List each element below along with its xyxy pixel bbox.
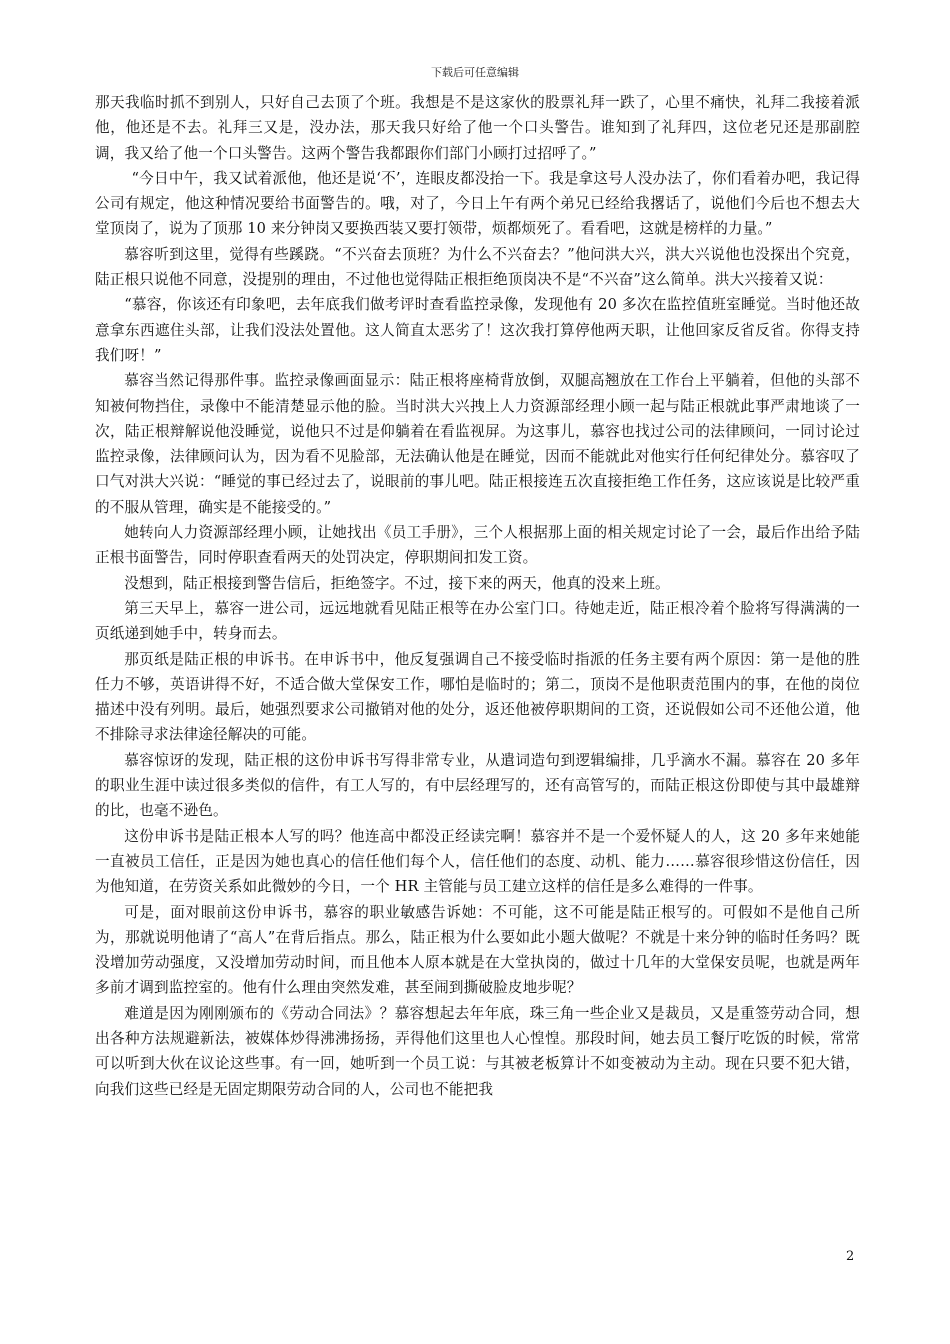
paragraph: 第三天早上，慕容一进公司，远远地就看见陆正根等在办公室门口。待她走近，陆正根冷着个脸将写得满满的一页纸递到她手中，转身而去。 [95,599,860,643]
paragraph: “慕容，你该还有印象吧，去年底我们做考评时查看监控录像，发现他有 20 多次在监控值班室睡觉。当时他还故意拿东西遮住头部，让我们没法处置他。这人简直太恶劣了！这次我打算停他两天职，让他回家反省反省。你得支持我们呀！” [95,296,860,364]
paragraph: 慕容当然记得那件事。监控录像画面显示：陆正根将座椅背放倒，双腿高翘放在工作台上平躺着，但他的头部不知被何物挡住，录像中不能清楚显示他的脸。当时洪大兴拽上人力资源部经理小顾一起与陆正根就此事严肃地谈了一次，陆正根辩解说他没睡觉，说他只不过是仰躺着在看监视屏。为这事儿，慕容也找过公司的法律顾问，一同讨论过监控录像，法律顾问认为，因为看不见脸部，无法确认他是在睡觉，因而不能就此对他实行任何纪律处分。慕容叹了口气对洪大兴说：“睡觉的事已经过去了，说眼前的事儿吧。陆正根接连五次直接拒绝工作任务，这应该说是比较严重的不服从管理，确实是不能接受的。” [95,372,860,516]
paragraph: 慕容惊讶的发现，陆正根的这份申诉书写得非常专业，从遣词造句到逻辑编排，几乎滴水不漏。慕容在 20 多年的职业生涯中读过很多类似的信件，有工人写的，有中层经理写的，还有高管写的，而陆正根这份即使与其中最雄辩的比，也毫不逊色。 [95,751,860,820]
paragraph: “今日中午，我又试着派他，他还是说‘不’，连眼皮都没抬一下。我是拿这号人没办法了，你们看着办吧，我记得公司有规定，他这种情况要给书面警告的。哦，对了，今日上午有两个弟兄已经给我撂话了，说他们今后也不想去大堂顶岗了，说为了顶那 10 来分钟岗又要换西装又要打领带，烦都烦死了。看看吧，这就是榜样的力量。” [95,169,860,238]
paragraph: 可是，面对眼前这份申诉书，慕容的职业敏感告诉她：不可能，这不可能是陆正根写的。可假如不是他自己所为，那就说明他请了“高人”在背后指点。那么，陆正根为什么要如此小题大做呢？不就是十来分钟的临时任务吗？既没增加劳动强度，又没增加劳动时间，而且他本人原本就是在大堂执岗的，做过十几年的大堂保安员呢，也就是两年多前才调到监控室的。他有什么理由突然发难，甚至闹到撕破脸皮地步呢？ [95,903,860,997]
page-header: 下载后可任意编辑 [431,66,519,79]
page-number: 2 [846,1249,855,1264]
paragraph: 慕容听到这里，觉得有些蹊跷。“不兴奋去顶班？为什么不兴奋去？”他问洪大兴，洪大兴说他也没探出个究竟，陆正根只说他不同意，没提别的理由，不过他也觉得陆正根拒绝顶岗决不是“不兴奋”这么简单。洪大兴接着又说： [95,245,860,289]
document-body [95,90,860,1102]
paragraph: 难道是因为刚刚颁布的《劳动合同法》？慕容想起去年年底，珠三角一些企业又是裁员，又是重签劳动合同，想出各种方法规避新法，被媒体炒得沸沸扬扬，弄得他们这里也人心惶惶。那段时间，她去员工餐厅吃饭的时候，常常可以听到大伙在议论这些事。有一回，她听到一个员工说：与其被老板算计不如变被动为主动。现在只要不犯大错，向我们这些已经是无固定期限劳动合同的人，公司也不能把我 [95,1004,860,1098]
paragraph: 她转向人力资源部经理小顾，让她找出《员工手册》，三个人根据那上面的相关规定讨论了一会，最后作出给予陆正根书面警告，同时停职查看两天的处罚决定，停职期间扣发工资。 [95,524,860,567]
paragraph: 这份申诉书是陆正根本人写的吗？他连高中都没正经读完啊！慕容并不是一个爱怀疑人的人，这 20 多年来她能一直被员工信任，正是因为她也真心的信任他们每个人，信任他们的态度、动机、能力……慕容很珍惜这份信任，因为他知道，在劳资关系如此微妙的今日，一个 HR 主管能与员工建立这样的信任是多么难得的一件事。 [95,827,860,896]
paragraph: 没想到，陆正根接到警告信后，拒绝签字。不过，接下来的两天，他真的没来上班。 [124,574,670,592]
paragraph: 那页纸是陆正根的申诉书。在申诉书中，他反复强调自己不接受临时指派的任务主要有两个原因：第一是他的胜任力不够，英语讲得不好，不适合做大堂保安工作，哪怕是临时的；第二，顶岗不是他职责范围内的事，在他的岗位描述中没有列明。最后，她强烈要求公司撤销对他的处分，返还他被停职期间的工资，还说假如公司不还他公道，他不排除寻求法律途径解决的可能。 [95,650,860,744]
paragraph: 那天我临时抓不到别人，只好自己去顶了个班。我想是不是这家伙的股票礼拜一跌了，心里不痛快，礼拜二我接着派他，他还是不去。礼拜三又是，没办法，那天我只好给了他一个口头警告。谁知到了礼拜四，这位老兄还是那副腔调，我又给了他一个口头警告。这两个警告我都跟你们部门小顾打过招呼了。” [95,94,860,162]
